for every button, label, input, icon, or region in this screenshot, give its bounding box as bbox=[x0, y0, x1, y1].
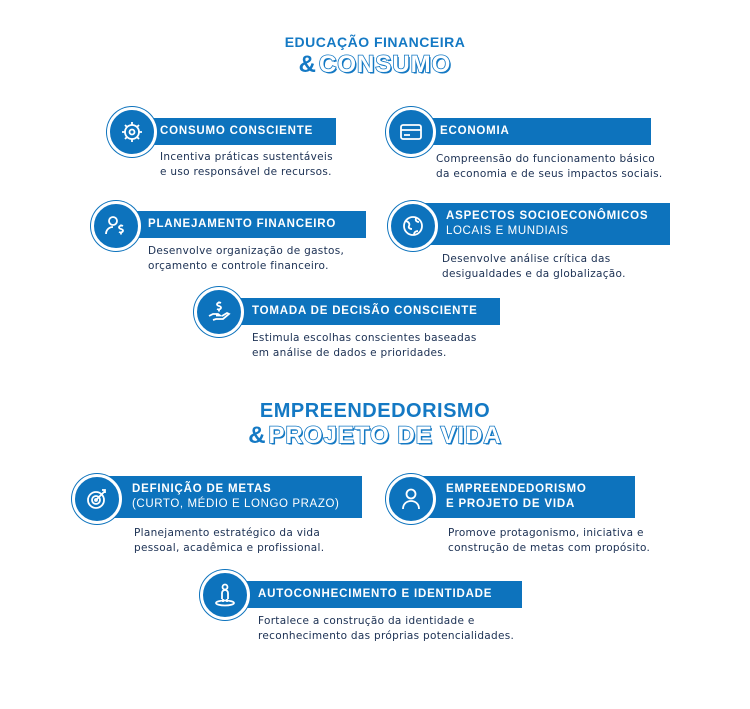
hand-money-icon bbox=[206, 299, 232, 325]
card-desc-line1: Compreensão do funcionamento básico bbox=[436, 153, 656, 165]
person-money-icon bbox=[103, 213, 129, 239]
card-subtitle: E PROJETO DE VIDA bbox=[446, 498, 576, 510]
section2-title-line1: EMPREENDEDORISMO bbox=[259, 400, 491, 422]
card-title: DEFINIÇÃO DE METAS bbox=[132, 483, 272, 495]
card-desc-line2: construção de metas com propósito. bbox=[448, 542, 651, 554]
section1-title bbox=[250, 34, 500, 78]
card-title: PLANEJAMENTO FINANCEIRO bbox=[148, 218, 337, 230]
card-desc-line1: Incentiva práticas sustentáveis bbox=[160, 151, 333, 163]
card-desc-line2: e uso responsável de recursos. bbox=[160, 166, 332, 178]
card-title: ASPECTOS SOCIOECONÔMICOS bbox=[446, 210, 649, 222]
section1-title-amp: & bbox=[298, 51, 316, 78]
target-icon bbox=[84, 486, 110, 512]
section2-title-amp: & bbox=[248, 422, 266, 449]
card-desc-line2: da economia e de seus impactos sociais. bbox=[436, 168, 663, 180]
card-desc-line2: desigualdades e da globalização. bbox=[442, 268, 626, 280]
section1-title-line1: EDUCAÇÃO FINANCEIRA bbox=[284, 34, 466, 50]
card-subtitle: LOCAIS E MUNDIAIS bbox=[446, 225, 569, 237]
gear-icon bbox=[119, 119, 145, 145]
card-desc-line2: orçamento e controle financeiro. bbox=[148, 260, 329, 272]
person-location-icon bbox=[212, 582, 238, 608]
card-desc-line2: reconhecimento das próprias potencialidades. bbox=[258, 630, 515, 642]
card-desc-line2: pessoal, acadêmica e profissional. bbox=[134, 542, 325, 554]
card-icon bbox=[398, 119, 424, 145]
section1-title-line2: CONSUMO bbox=[319, 51, 452, 78]
card-desc-line2: em análise de dados e prioridades. bbox=[252, 347, 447, 359]
card-title: AUTOCONHECIMENTO E IDENTIDADE bbox=[258, 588, 493, 600]
card-title: ECONOMIA bbox=[440, 125, 510, 137]
card-subtitle: (CURTO, MÉDIO E LONGO PRAZO) bbox=[132, 498, 340, 510]
card-desc-line1: Promove protagonismo, iniciativa e bbox=[448, 527, 644, 539]
person-icon bbox=[398, 486, 424, 512]
section2-title bbox=[230, 400, 520, 449]
card-desc-line1: Desenvolve análise crítica das bbox=[442, 253, 611, 265]
card-desc-line1: Planejamento estratégico da vida bbox=[134, 527, 321, 539]
card-title: CONSUMO CONSCIENTE bbox=[160, 125, 314, 137]
card-desc-line1: Fortalece a construção da identidade e bbox=[258, 615, 475, 627]
card-title: EMPREENDEDORISMO bbox=[446, 483, 587, 495]
card-desc-line1: Desenvolve organização de gastos, bbox=[148, 245, 345, 257]
card-desc-line1: Estimula escolhas conscientes baseadas bbox=[252, 332, 477, 344]
card-title: TOMADA DE DECISÃO CONSCIENTE bbox=[252, 305, 478, 317]
section2-title-line2: PROJETO DE VIDA bbox=[268, 422, 502, 449]
globe-icon bbox=[400, 213, 426, 239]
